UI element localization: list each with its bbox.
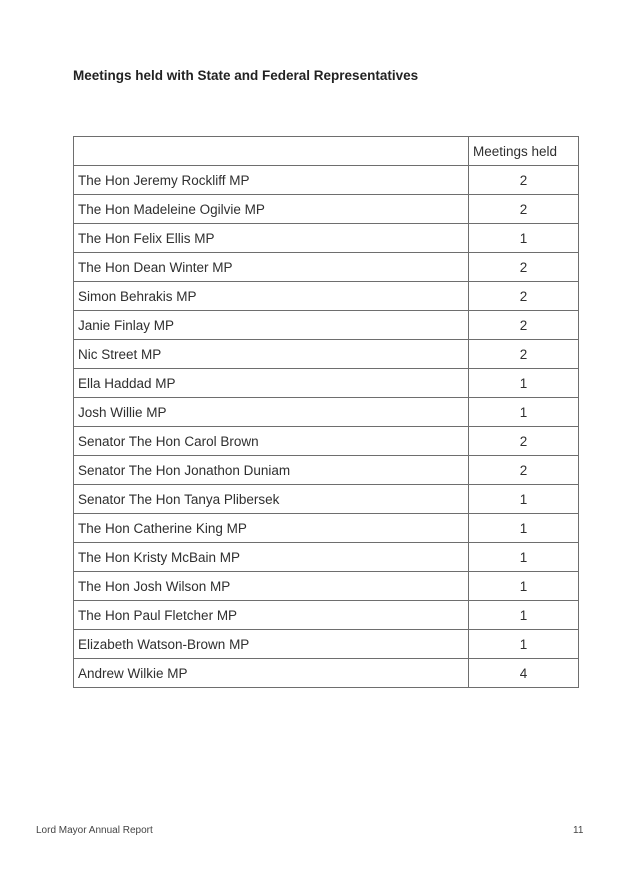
meetings-count: 2: [469, 166, 579, 195]
representative-name: Senator The Hon Tanya Plibersek: [74, 485, 469, 514]
representative-name: The Hon Josh Wilson MP: [74, 572, 469, 601]
table-row: [74, 282, 579, 311]
representative-name: The Hon Felix Ellis MP: [74, 224, 469, 253]
table-row: [74, 195, 579, 224]
meetings-count: 4: [469, 659, 579, 688]
table-body: [74, 166, 579, 688]
meetings-count: 2: [469, 253, 579, 282]
representative-name: Janie Finlay MP: [74, 311, 469, 340]
meetings-count: 1: [469, 398, 579, 427]
page-heading: Meetings held with State and Federal Representatives: [73, 68, 419, 83]
representative-name: Nic Street MP: [74, 340, 469, 369]
meetings-count: 2: [469, 427, 579, 456]
table-row: [74, 369, 579, 398]
representative-name: Senator The Hon Jonathon Duniam: [74, 456, 469, 485]
representative-name: The Hon Jeremy Rockliff MP: [74, 166, 469, 195]
table-row: [74, 311, 579, 340]
meetings-count: 2: [469, 311, 579, 340]
table-row: [74, 456, 579, 485]
table-row: [74, 514, 579, 543]
representative-name: Andrew Wilkie MP: [74, 659, 469, 688]
representative-name: Ella Haddad MP: [74, 369, 469, 398]
representative-name: The Hon Paul Fletcher MP: [74, 601, 469, 630]
table-row: [74, 543, 579, 572]
meetings-count: 1: [469, 369, 579, 398]
representative-name: The Hon Catherine King MP: [74, 514, 469, 543]
meetings-count: 2: [469, 456, 579, 485]
meetings-count: 1: [469, 543, 579, 572]
meetings-count: 1: [469, 630, 579, 659]
footer-report-title: Lord Mayor Annual Report: [36, 825, 153, 836]
header-meetings-held: Meetings held: [469, 137, 579, 166]
representative-name: Senator The Hon Carol Brown: [74, 427, 469, 456]
table-row: [74, 398, 579, 427]
meetings-table: [73, 136, 579, 688]
representative-name: The Hon Madeleine Ogilvie MP: [74, 195, 469, 224]
table-row: [74, 659, 579, 688]
meetings-count: 1: [469, 485, 579, 514]
table-row: [74, 630, 579, 659]
footer-page-number: 11: [573, 825, 584, 836]
table-row: [74, 485, 579, 514]
representative-name: Josh Willie MP: [74, 398, 469, 427]
meetings-count: 2: [469, 195, 579, 224]
table-header-row: [74, 137, 579, 166]
table-row: [74, 253, 579, 282]
representative-name: Simon Behrakis MP: [74, 282, 469, 311]
meetings-count: 1: [469, 224, 579, 253]
meetings-count: 2: [469, 340, 579, 369]
meetings-count: 2: [469, 282, 579, 311]
header-name-cell: [74, 137, 469, 166]
table-row: [74, 340, 579, 369]
table-row: [74, 427, 579, 456]
representative-name: The Hon Dean Winter MP: [74, 253, 469, 282]
table-row: [74, 166, 579, 195]
meetings-count: 1: [469, 601, 579, 630]
meetings-count: 1: [469, 514, 579, 543]
meetings-count: 1: [469, 572, 579, 601]
table-row: [74, 224, 579, 253]
representative-name: Elizabeth Watson-Brown MP: [74, 630, 469, 659]
table-row: [74, 601, 579, 630]
representative-name: The Hon Kristy McBain MP: [74, 543, 469, 572]
table-row: [74, 572, 579, 601]
